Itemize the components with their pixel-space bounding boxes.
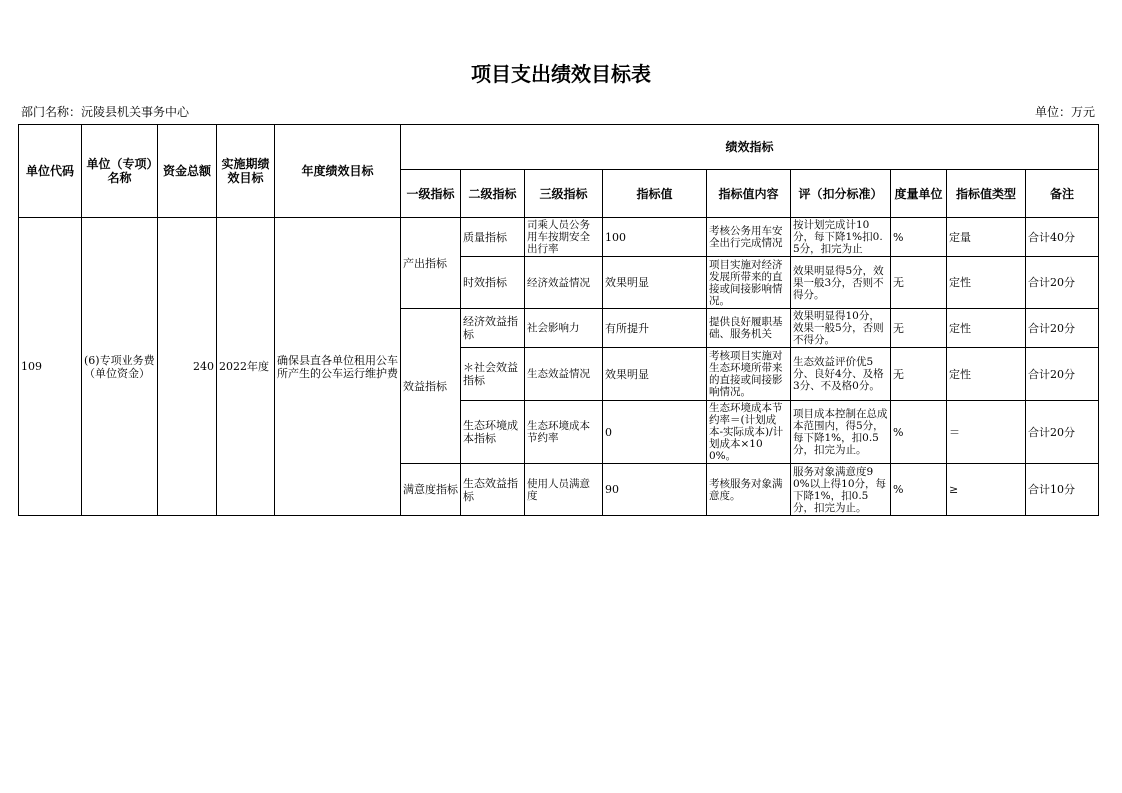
scoring-cell: 项目成本控制在总成本范围内，得5分，每下降1%，扣0.5分，扣完为止。: [791, 401, 891, 464]
level3-cell: 经济效益情况: [525, 257, 603, 309]
header-value-type: 指标值类型: [947, 170, 1026, 218]
type-cell: ≥: [947, 464, 1026, 516]
department-label: 部门名称：沅陵县机关事务中心: [21, 105, 190, 119]
header-value: 指标值: [603, 170, 707, 218]
level2-cell: 经济效益指标: [461, 309, 525, 348]
scoring-cell: 效果明显得5分，效果一般3分，否则不得分。: [791, 257, 891, 309]
level2-cell: 生态效益指标: [461, 464, 525, 516]
project-period: 2022年度: [217, 218, 275, 516]
level2-cell: ＊社会效益指标: [461, 348, 525, 401]
header-level2: 二级指标: [461, 170, 525, 218]
header-level1: 一级指标: [401, 170, 461, 218]
header-unit-name: 单位（专项）名称: [82, 125, 158, 218]
header-unit-code: 单位代码: [19, 125, 82, 218]
header-remarks: 备注: [1026, 170, 1099, 218]
remarks-cell: 合计20分: [1026, 348, 1099, 401]
type-cell: ＝: [947, 401, 1026, 464]
level1-output: 产出指标: [401, 218, 461, 309]
type-cell: 定性: [947, 309, 1026, 348]
unit-cell: %: [891, 401, 947, 464]
header-scoring: 评（扣分标准）: [791, 170, 891, 218]
unit-cell: 无: [891, 309, 947, 348]
remarks-cell: 合计20分: [1026, 257, 1099, 309]
scoring-cell: 服务对象满意度90%以上得10分，每下降1%，扣0.5分，扣完为止。: [791, 464, 891, 516]
type-cell: 定性: [947, 257, 1026, 309]
level2-cell: 生态环境成本指标: [461, 401, 525, 464]
level1-satisfaction: 满意度指标: [401, 464, 461, 516]
content-cell: 考核公务用车安全出行完成情况: [707, 218, 791, 257]
project-amount: 240: [158, 218, 217, 516]
content-cell: 提供良好履职基础、服务机关: [707, 309, 791, 348]
content-cell: 生态环境成本节约率＝(计划成本-实际成本)/计划成本×100%。: [707, 401, 791, 464]
content-cell: 考核服务对象满意度。: [707, 464, 791, 516]
scoring-cell: 效果明显得10分，效果一般5分，否则不得分。: [791, 309, 891, 348]
level2-cell: 质量指标: [461, 218, 525, 257]
level1-benefit: 效益指标: [401, 309, 461, 464]
header-value-content: 指标值内容: [707, 170, 791, 218]
table-row: [19, 218, 1099, 257]
performance-goal-table: [18, 124, 1099, 516]
value-cell: 0: [603, 401, 707, 464]
project-annual-goal: 确保县直各单位租用公车所产生的公车运行维护费: [275, 218, 401, 516]
page-title: 项目支出绩效目标表: [471, 62, 651, 86]
unit-cell: 无: [891, 348, 947, 401]
currency-unit-label: 单位：万元: [1034, 105, 1095, 119]
value-cell: 90: [603, 464, 707, 516]
level3-cell: 生态环境成本节约率: [525, 401, 603, 464]
header-annual-goal: 年度绩效目标: [275, 125, 401, 218]
value-cell: 效果明显: [603, 348, 707, 401]
content-cell: 考核项目实施对生态环境所带来的直接或间接影响情况。: [707, 348, 791, 401]
value-cell: 效果明显: [603, 257, 707, 309]
value-cell: 100: [603, 218, 707, 257]
header-perf-indicators: 绩效指标: [401, 125, 1099, 170]
remarks-cell: 合计10分: [1026, 464, 1099, 516]
header-period-goal: 实施期绩效目标: [217, 125, 275, 218]
remarks-cell: 合计40分: [1026, 218, 1099, 257]
remarks-cell: 合计20分: [1026, 401, 1099, 464]
level3-cell: 使用人员满意度: [525, 464, 603, 516]
level2-cell: 时效指标: [461, 257, 525, 309]
scoring-cell: 生态效益评价优5分、良好4分、及格3分、不及格0分。: [791, 348, 891, 401]
level3-cell: 司乘人员公务用车按期安全出行率: [525, 218, 603, 257]
header-measure-unit: 度量单位: [891, 170, 947, 218]
remarks-cell: 合计20分: [1026, 309, 1099, 348]
type-cell: 定量: [947, 218, 1026, 257]
project-code: 109: [19, 218, 82, 516]
header-level3: 三级指标: [525, 170, 603, 218]
value-cell: 有所提升: [603, 309, 707, 348]
level3-cell: 生态效益情况: [525, 348, 603, 401]
unit-cell: 无: [891, 257, 947, 309]
scoring-cell: 按计划完成计10分，每下降1%扣0.5分，扣完为止: [791, 218, 891, 257]
type-cell: 定性: [947, 348, 1026, 401]
project-name: (6)专项业务费（单位资金）: [82, 218, 158, 516]
header-total-funds: 资金总额: [158, 125, 217, 218]
unit-cell: %: [891, 464, 947, 516]
unit-cell: %: [891, 218, 947, 257]
level3-cell: 社会影响力: [525, 309, 603, 348]
content-cell: 项目实施对经济发展所带来的直接或间接影响情况。: [707, 257, 791, 309]
